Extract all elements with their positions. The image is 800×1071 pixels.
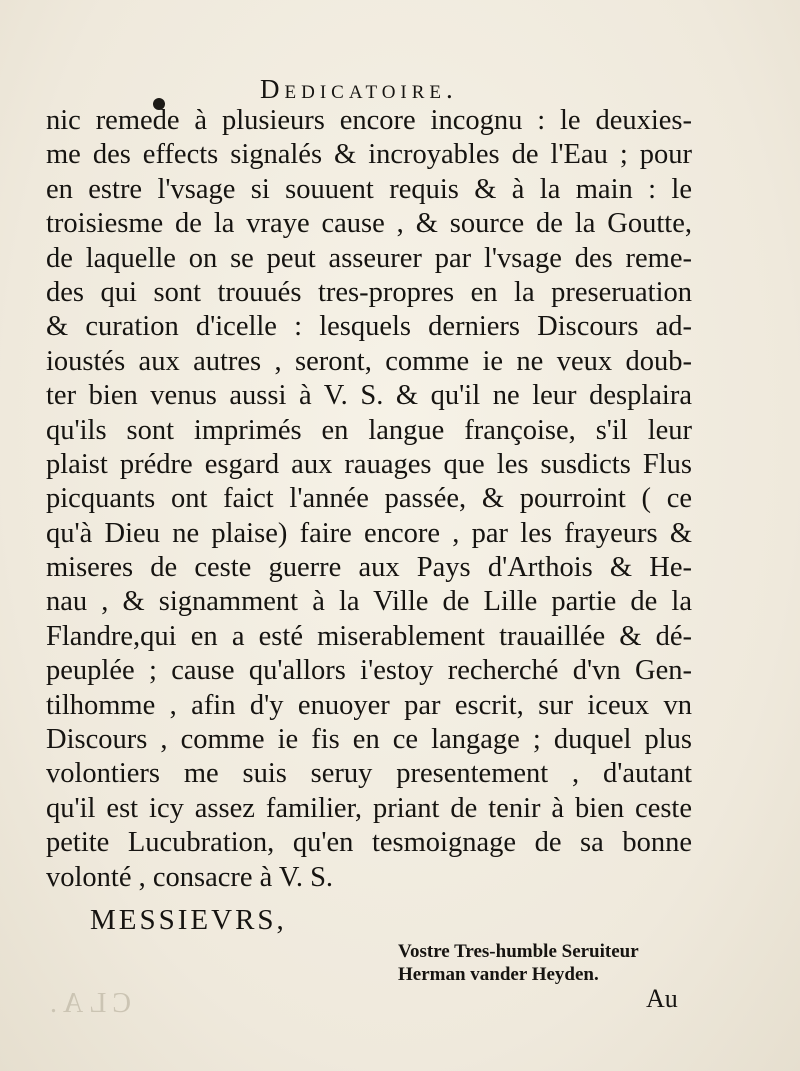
text-line: ter bien venus aussi à V. S. & qu'il ne leur desplaira <box>46 380 692 412</box>
signature-block <box>398 940 639 986</box>
text-line: volonté , consacre à V. S. <box>46 861 334 893</box>
text-line: en estre l'vsage si souuent requis & à la main : le <box>46 173 692 205</box>
text-line: de laquelle on se peut asseurer par l'vsage des reme- <box>46 242 692 274</box>
body-text <box>46 104 692 895</box>
signature-line-2: Herman vander Heyden. <box>398 964 599 985</box>
text-line: miseres de ceste guerre aux Pays d'Arthois & He- <box>46 552 692 584</box>
text-line: plaist prédre esgard aux rauages que les susdicts Flus <box>46 448 692 480</box>
running-header: Dedicatoire. <box>260 74 458 104</box>
text-line: Flandre,qui en a esté miserablement trauaillée & dé- <box>46 620 692 652</box>
text-line: qu'il est icy assez familier, priant de tenir à bien ceste <box>46 792 692 824</box>
text-line: nic remede à plusieurs encore incognu : le deuxies- <box>46 105 692 136</box>
text-line: des qui sont trouués tres-propres en la preseruation <box>46 276 692 308</box>
text-line: picquants ont faict l'année passée, & pourroint ( ce <box>46 483 692 515</box>
text-line: troisiesme de la vraye cause , & source de la Goutte, <box>46 208 692 240</box>
catchword: Au <box>646 984 678 1013</box>
signature-line-1: Vostre Tres-humble Seruiteur <box>398 941 639 962</box>
text-line: qu'à Dieu ne plaise) faire encore , par les frayeurs & <box>46 517 692 549</box>
text-line: petite Lucubration, qu'en tesmoignage de sa bonne <box>46 827 692 859</box>
text-line: tilhomme , afin d'y enuoyer par escrit, sur iceux vn <box>46 689 692 721</box>
salutation: MESSIEVRS, <box>90 904 287 936</box>
text-line: & curation d'icelle : lesquels derniers Discours ad- <box>46 311 692 343</box>
text-line: ioustés aux autres , seront, comme ie ne veux doub- <box>46 345 692 377</box>
text-line: Discours , comme ie fis en ce langage ; duquel plus <box>46 724 692 756</box>
text-line: peuplée ; cause qu'allors i'estoy recherché d'vn Gen- <box>46 655 692 687</box>
text-line: volontiers me suis seruy presentement , d'autant <box>46 758 692 790</box>
text-line: me des effects signalés & incroyables de l'Eau ; pour <box>46 139 692 171</box>
text-line: qu'ils sont imprimés en langue françoise, s'il leur <box>46 414 692 446</box>
text-line: nau , & signamment à la Ville de Lille partie de la <box>46 586 692 618</box>
bleed-through-text: CLA. <box>44 988 131 1019</box>
